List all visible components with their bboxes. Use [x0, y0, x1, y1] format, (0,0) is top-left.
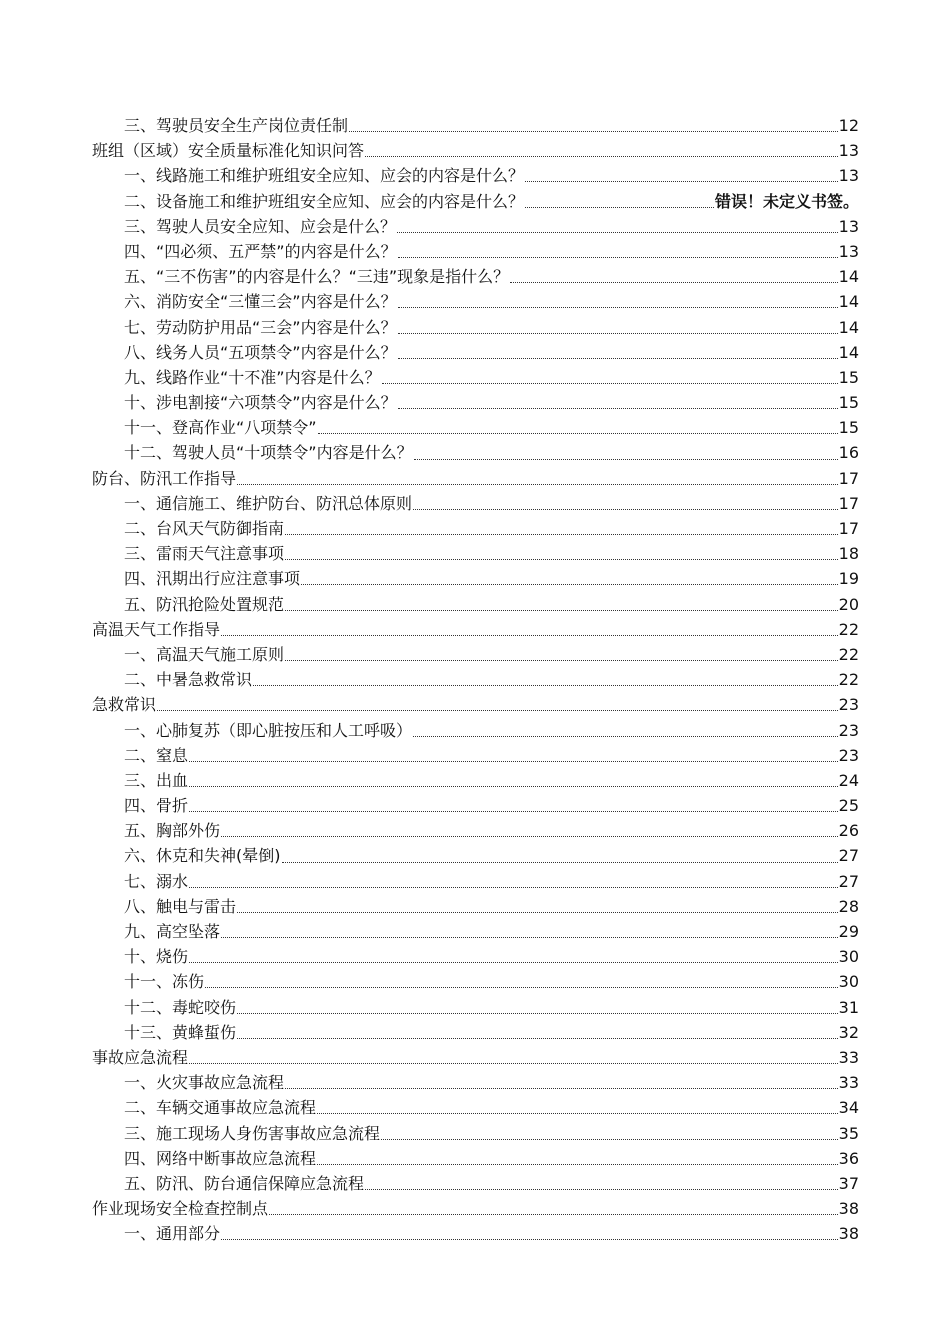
toc-entry-page-number: 17: [838, 519, 859, 538]
toc-entry-title: 三、施工现场人身伤害事故应急流程: [124, 1123, 381, 1143]
toc-entry-title: 四、网络中断事故应急流程: [124, 1148, 317, 1168]
toc-entry-page-number: 28: [838, 896, 859, 916]
toc-entry-subsection[interactable]: [124, 365, 859, 390]
toc-entry-title: 七、劳动防护用品“三会”内容是什么？: [124, 317, 397, 337]
toc-entry-page-number: 19: [838, 569, 859, 589]
toc-dot-leader: [413, 509, 838, 510]
toc-entry-title: 一、心肺复苏（即心脏按压和人工呼吸）: [124, 720, 413, 740]
toc-entry-title: 防台、防汛工作指导: [92, 468, 237, 488]
toc-entry-title: 五、“三不伤害”的内容是什么？“三违”现象是指什么？: [124, 267, 510, 287]
toc-entry-subsection[interactable]: [124, 541, 859, 566]
toc-dot-leader: [317, 1113, 838, 1114]
toc-entry-title: 九、线路作业“十不准”内容是什么？: [124, 367, 381, 387]
toc-dot-leader: [398, 257, 838, 258]
toc-entry-page-number: 13: [838, 141, 859, 161]
toc-entry-subsection[interactable]: [124, 566, 859, 591]
toc-entry-subsection[interactable]: [124, 843, 859, 868]
toc-dot-leader: [365, 156, 838, 157]
toc-entry-page-number: 38: [838, 1224, 859, 1244]
toc-entry-page-number: 23: [838, 745, 859, 765]
toc-entry-subsection[interactable]: [124, 189, 859, 214]
toc-entry-subsection[interactable]: [124, 1095, 859, 1120]
toc-entry-title: 一、通用部分: [124, 1224, 221, 1244]
toc-entry-title: 七、溺水: [124, 871, 189, 891]
toc-dot-leader: [221, 836, 838, 837]
toc-entry-page-number: 22: [838, 644, 859, 664]
toc-entry-title: 八、触电与雷击: [124, 896, 237, 916]
toc-entry-subsection[interactable]: [124, 768, 859, 793]
toc-entry-title: 四、“四必须、五严禁”的内容是什么？: [124, 241, 397, 261]
toc-entry-subsection[interactable]: [124, 1146, 859, 1171]
toc-entry-page-number: 13: [838, 166, 859, 186]
table-of-contents: [0, 113, 950, 1246]
toc-entry-subsection[interactable]: [124, 491, 859, 516]
toc-entry-subsection[interactable]: [124, 995, 859, 1020]
toc-dot-leader: [237, 912, 838, 913]
toc-entry-page-number: 32: [838, 1022, 859, 1042]
toc-entry-subsection[interactable]: [124, 390, 859, 415]
toc-entry-subsection[interactable]: [124, 214, 859, 239]
toc-entry-page-number: 31: [838, 997, 859, 1017]
toc-dot-leader: [414, 459, 838, 460]
toc-entry-page-number: 30: [838, 972, 859, 992]
toc-entry-page-number: 17: [838, 468, 859, 488]
toc-entry-title: 作业现场安全检查控制点: [92, 1199, 269, 1219]
toc-dot-leader: [189, 887, 838, 888]
toc-entry-title: 十三、黄蜂蜇伤: [124, 1022, 237, 1042]
toc-entry-page-number: 12: [838, 116, 859, 135]
toc-entry-page-number: 15: [838, 367, 859, 387]
toc-dot-leader: [221, 1239, 838, 1240]
toc-entry-page-number: 16: [838, 443, 859, 463]
toc-entry-page-number: 14: [838, 342, 859, 362]
toc-entry-subsection[interactable]: [124, 440, 859, 465]
toc-entry-title: 高温天气工作指导: [92, 619, 221, 639]
toc-entry-subsection[interactable]: [124, 264, 859, 289]
toc-entry-page-number: 18: [838, 544, 859, 564]
toc-entry-page-number: 22: [838, 619, 859, 639]
toc-entry-page-number: 35: [838, 1123, 859, 1143]
toc-entry-title: 二、窒息: [124, 745, 189, 765]
toc-entry-subsection[interactable]: [124, 667, 859, 692]
toc-entry-page-number: 26: [838, 821, 859, 841]
toc-entry-subsection[interactable]: [124, 944, 859, 969]
toc-entry-title: 一、线路施工和维护班组安全应知、应会的内容是什么？: [124, 166, 525, 186]
toc-entry-page-number: 23: [838, 720, 859, 740]
toc-entry-title: 二、台风天气防御指南: [124, 519, 285, 538]
toc-dot-leader: [221, 937, 838, 938]
toc-dot-leader: [253, 685, 838, 686]
toc-entry-page-number: 36: [838, 1148, 859, 1168]
toc-entry-subsection[interactable]: [124, 969, 859, 994]
toc-entry-page-number: 30: [838, 947, 859, 967]
toc-dot-leader: [398, 358, 838, 359]
toc-dot-leader: [398, 333, 838, 334]
toc-entry-page-number: 13: [838, 216, 859, 236]
toc-entry-title: 十一、登高作业“八项禁令”: [124, 418, 317, 438]
toc-entry-subsection[interactable]: [124, 869, 859, 894]
toc-dot-leader: [237, 1013, 838, 1014]
toc-entry-section[interactable]: [92, 1196, 859, 1221]
toc-dot-leader: [157, 710, 838, 711]
toc-entry-title: 四、骨折: [124, 796, 189, 816]
toc-entry-subsection[interactable]: [124, 315, 859, 340]
toc-entry-page-number: 20: [838, 594, 859, 614]
toc-entry-subsection[interactable]: [124, 718, 859, 743]
toc-dot-leader: [189, 962, 838, 963]
toc-entry-section[interactable]: [92, 138, 859, 163]
toc-entry-page-number: 13: [838, 241, 859, 261]
toc-entry-title: 十二、驾驶人员“十项禁令”内容是什么？: [124, 443, 413, 463]
toc-entry-subsection[interactable]: [124, 1171, 859, 1196]
toc-entry-subsection[interactable]: [124, 163, 859, 188]
toc-dot-leader: [282, 862, 838, 863]
toc-entry-page-number: 15: [838, 418, 859, 438]
toc-entry-title: 一、火灾事故应急流程: [124, 1073, 285, 1093]
toc-entry-title: 五、防汛抢险处置规范: [124, 594, 285, 614]
toc-entry-section[interactable]: [92, 466, 859, 491]
toc-entry-page-number: 27: [838, 846, 859, 866]
toc-entry-subsection[interactable]: [124, 1070, 859, 1095]
toc-entry-title: 一、高温天气施工原则: [124, 644, 285, 664]
toc-entry-page-number: 37: [838, 1173, 859, 1193]
toc-dot-leader: [318, 433, 838, 434]
toc-dot-leader: [237, 1038, 838, 1039]
toc-entry-subsection[interactable]: [124, 516, 859, 541]
toc-entry-page-number: 33: [838, 1073, 859, 1093]
toc-entry-subsection[interactable]: [124, 1020, 859, 1045]
toc-dot-leader: [285, 1088, 838, 1089]
toc-entry-page-number: 38: [838, 1199, 859, 1219]
toc-dot-leader: [285, 610, 838, 611]
toc-dot-leader: [269, 1214, 838, 1215]
toc-entry-title: 十二、毒蛇咬伤: [124, 997, 237, 1017]
toc-entry-subsection[interactable]: [124, 818, 859, 843]
toc-dot-leader: [381, 1139, 838, 1140]
toc-entry-subsection[interactable]: [124, 289, 859, 314]
toc-entry-subsection[interactable]: [124, 793, 859, 818]
toc-dot-leader: [510, 282, 837, 283]
toc-entry-subsection[interactable]: [124, 340, 859, 365]
toc-dot-leader: [382, 383, 838, 384]
toc-entry-title: 三、雷雨天气注意事项: [124, 544, 285, 564]
toc-entry-subsection[interactable]: [124, 415, 859, 440]
toc-dot-leader: [189, 761, 838, 762]
toc-entry-page-number: 24: [838, 770, 859, 790]
toc-entry-title: 五、胸部外伤: [124, 821, 221, 841]
toc-entry-title: 九、高空坠落: [124, 922, 221, 941]
toc-entry-title: 十、烧伤: [124, 947, 189, 967]
toc-entry-title: 三、驾驶员安全生产岗位责任制: [124, 116, 349, 135]
toc-dot-leader: [365, 1189, 838, 1190]
toc-entry-title: 十一、冻伤: [124, 972, 205, 992]
toc-entry-title: 二、车辆交通事故应急流程: [124, 1098, 317, 1118]
toc-entry-title: 二、中暑急救常识: [124, 670, 253, 690]
toc-entry-title: 六、消防安全“三懂三会”内容是什么？: [124, 292, 397, 312]
toc-entry-subsection[interactable]: [124, 1221, 859, 1246]
toc-entry-title: 八、线务人员“五项禁令”内容是什么？: [124, 342, 397, 362]
toc-dot-leader: [301, 584, 838, 585]
toc-entry-page-number: 34: [838, 1098, 859, 1118]
toc-dot-leader: [525, 207, 714, 208]
toc-dot-leader: [285, 660, 838, 661]
toc-dot-leader: [221, 635, 838, 636]
toc-entry-title: 急救常识: [92, 695, 157, 715]
toc-dot-leader: [397, 232, 838, 233]
toc-entry-subsection[interactable]: [124, 113, 859, 138]
toc-entry-title: 六、休克和失神(晕倒): [124, 846, 281, 866]
toc-entry-title: 事故应急流程: [92, 1047, 189, 1067]
toc-entry-subsection[interactable]: [124, 642, 859, 667]
toc-entry-title: 一、通信施工、维护防台、防汛总体原则: [124, 493, 413, 513]
toc-entry-page-number: 29: [838, 922, 859, 941]
toc-entry-page-number: 22: [838, 670, 859, 690]
toc-entry-title: 班组（区域）安全质量标准化知识问答: [92, 141, 365, 161]
toc-dot-leader: [189, 811, 838, 812]
toc-entry-page-number: 27: [838, 871, 859, 891]
toc-entry-subsection[interactable]: [124, 919, 859, 944]
toc-entry-subsection[interactable]: [124, 894, 859, 919]
toc-entry-page-number: 15: [838, 393, 859, 413]
toc-dot-leader: [285, 559, 838, 560]
toc-entry-page-number: 33: [838, 1047, 859, 1067]
toc-entry-title: 二、设备施工和维护班组安全应知、应会的内容是什么？: [124, 191, 525, 211]
toc-entry-page-number: 23: [838, 695, 859, 715]
toc-dot-leader: [525, 181, 838, 182]
toc-dot-leader: [237, 484, 838, 485]
toc-entry-section[interactable]: [92, 617, 859, 642]
toc-dot-leader: [413, 736, 838, 737]
toc-entry-title: 三、驾驶人员安全应知、应会是什么？: [124, 216, 397, 236]
toc-entry-section[interactable]: [92, 1045, 859, 1070]
toc-dot-leader: [189, 1063, 838, 1064]
toc-entry-title: 四、汛期出行应注意事项: [124, 569, 301, 589]
toc-dot-leader: [349, 131, 838, 132]
toc-dot-leader: [285, 534, 838, 535]
toc-entry-section[interactable]: [92, 692, 859, 717]
toc-dot-leader: [189, 786, 838, 787]
toc-dot-leader: [398, 408, 838, 409]
toc-entry-subsection[interactable]: [124, 743, 859, 768]
toc-entry-page-number: 14: [838, 317, 859, 337]
toc-entry-error-message: 错误！未定义书签。: [714, 191, 859, 211]
toc-entry-subsection[interactable]: [124, 1121, 859, 1146]
toc-entry-title: 十、涉电割接“六项禁令”内容是什么？: [124, 393, 397, 413]
toc-entry-page-number: 14: [838, 292, 859, 312]
toc-dot-leader: [398, 307, 838, 308]
toc-entry-page-number: 25: [838, 796, 859, 816]
toc-dot-leader: [205, 987, 838, 988]
toc-dot-leader: [317, 1164, 838, 1165]
toc-entry-subsection[interactable]: [124, 239, 859, 264]
toc-entry-title: 五、防汛、防台通信保障应急流程: [124, 1173, 365, 1193]
toc-entry-subsection[interactable]: [124, 592, 859, 617]
toc-entry-page-number: 14: [838, 267, 859, 287]
toc-entry-title: 三、出血: [124, 770, 189, 790]
toc-entry-page-number: 17: [838, 493, 859, 513]
